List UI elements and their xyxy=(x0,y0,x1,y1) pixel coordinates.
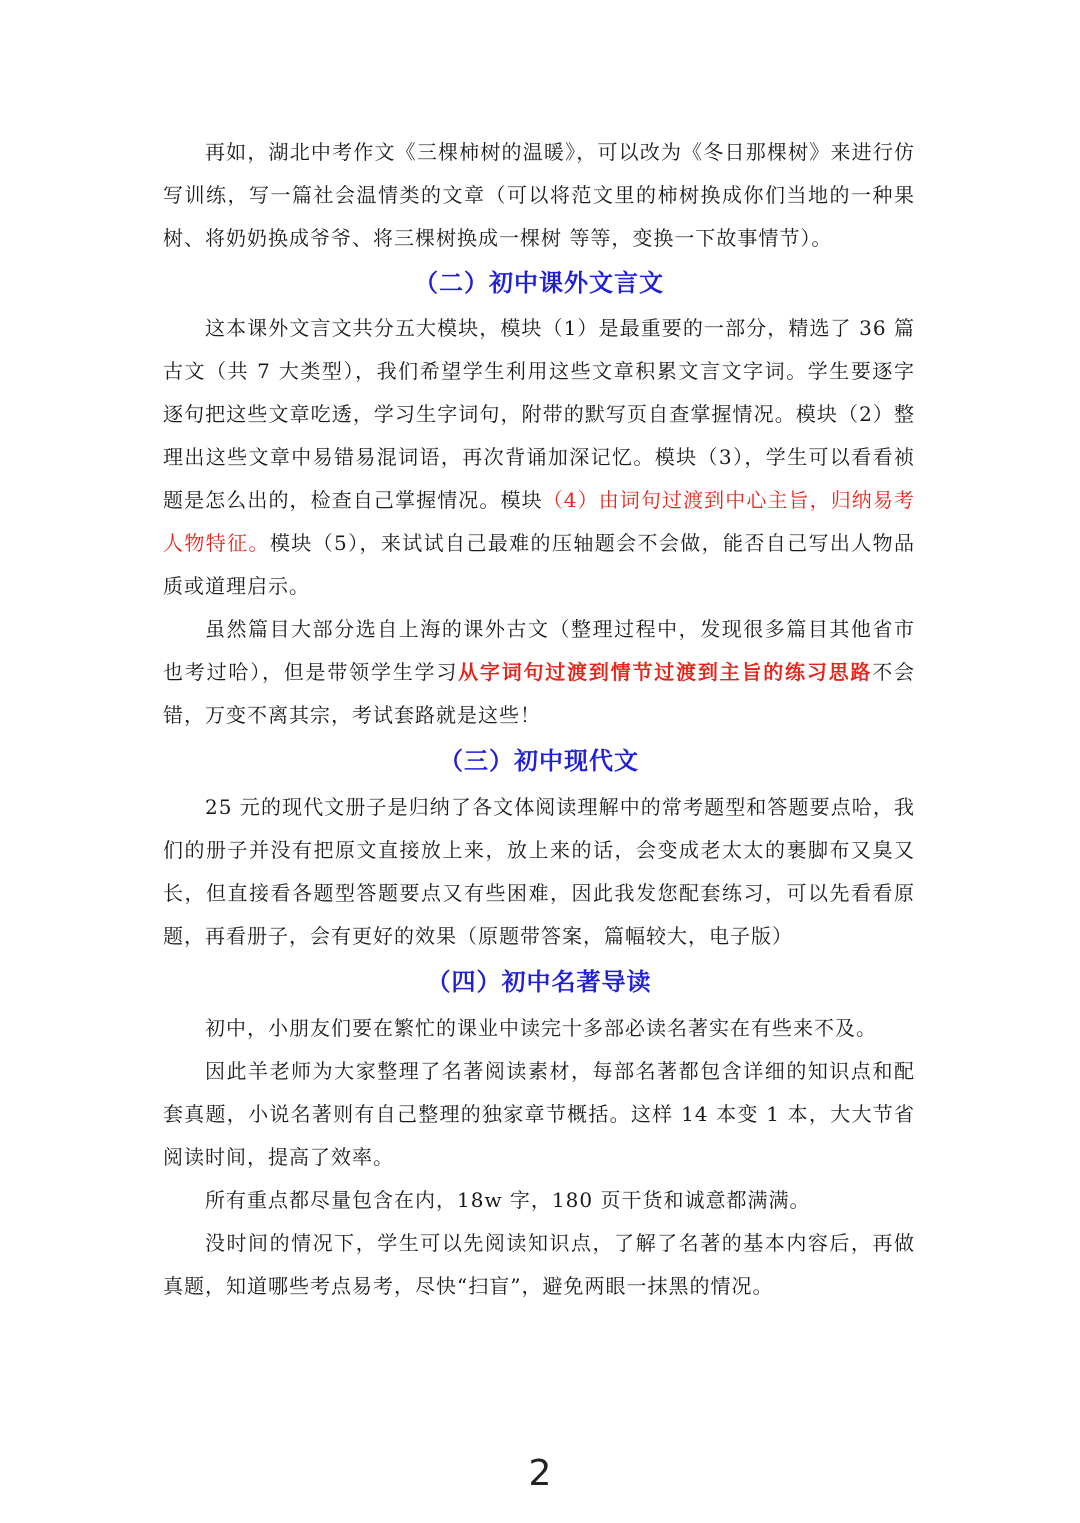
highlighted-bold-text: 从字词句过渡到情节过渡到主旨的练习思路 xyxy=(458,660,873,684)
section-heading-classical-chinese: （二）初中课外文言文 xyxy=(414,269,664,297)
paragraph-classics-intro: 初中，小朋友们要在繁忙的课业中读完十多部必读名著实在有些来不及。 xyxy=(205,1016,877,1040)
paragraph-modern-booklet: 25 元的现代文册子是归纳了各文体阅读理解中的常考题型和答题要点哈，我们的册子并没有把原文直接放上来，放上来的话，会变成老太太的裹脚布又臭又长，但直接看各题型答题要点又有些困难，因此我发您配套练习，可以先看看原题，再看册子，会有更好的效果（原题带答案，篇幅较大，电子版） xyxy=(163,795,915,948)
page-number: 2 xyxy=(528,1453,552,1494)
paragraph-text: 模块（5），来试试自己最难的压轴题会不会做，能否自己写出人物品质或道理启示。 xyxy=(163,531,916,598)
paragraph-classical-modules xyxy=(163,307,915,608)
highlighted-text: （4）由词句过渡到中心主旨，归纳易考人物特征。 xyxy=(163,488,915,555)
paragraph-essay-example: 再如，湖北中考作文《三棵柿树的温暖》，可以改为《冬日那棵树》来进行仿写训练，写一篇社会温情类的文章（可以将范文里的柿树换成你们当地的一种果树、将奶奶换成爷爷、将三棵树换成一棵树 等等，变换一下故事情节）。 xyxy=(163,140,915,250)
paragraph-text: 不会错，万变不离其宗，考试套路就是这些！ xyxy=(163,660,916,727)
paragraph-classics-advice: 没时间的情况下，学生可以先阅读知识点，了解了名著的基本内容后，再做真题，知道哪些考点易考，尽快“扫盲”，避免两眼一抹黑的情况。 xyxy=(163,1231,915,1298)
paragraph-classics-volume: 所有重点都尽量包含在内，18w 字，180 页干货和诚意都满满。 xyxy=(205,1188,811,1212)
document-body xyxy=(163,131,915,1308)
paragraph-text: 虽然篇目大部分选自上海的课外古文（整理过程中，发现很多篇目其他省市也考过哈），但是带领学生学习 xyxy=(163,617,915,684)
paragraph-text: 这本课外文言文共分五大模块，模块（1）是最重要的一部分，精选了 36 篇古文（共 7 大类型），我们希望学生利用这些文章积累文言文字词。学生要逐字逐句把这些文章吃透，学习生字词句，附带的默写页自查掌握情况。模块（2）整理出这些文章中易错易混词语，再次背诵加深记忆。模块（3），学生可以看看祯题是怎么出的，检查自己掌握情况。模块 xyxy=(163,316,915,512)
paragraph-classics-materials: 因此羊老师为大家整理了名著阅读素材，每部名著都包含详细的知识点和配套真题，小说名著则有自己整理的独家章节概括。这样 14 本变 1 本，大大节省阅读时间，提高了效率。 xyxy=(163,1059,915,1169)
paragraph-classical-source xyxy=(163,608,915,737)
section-heading-modern-text: （三）初中现代文 xyxy=(439,747,639,775)
section-heading-classics-guide: （四）初中名著导读 xyxy=(426,968,652,996)
